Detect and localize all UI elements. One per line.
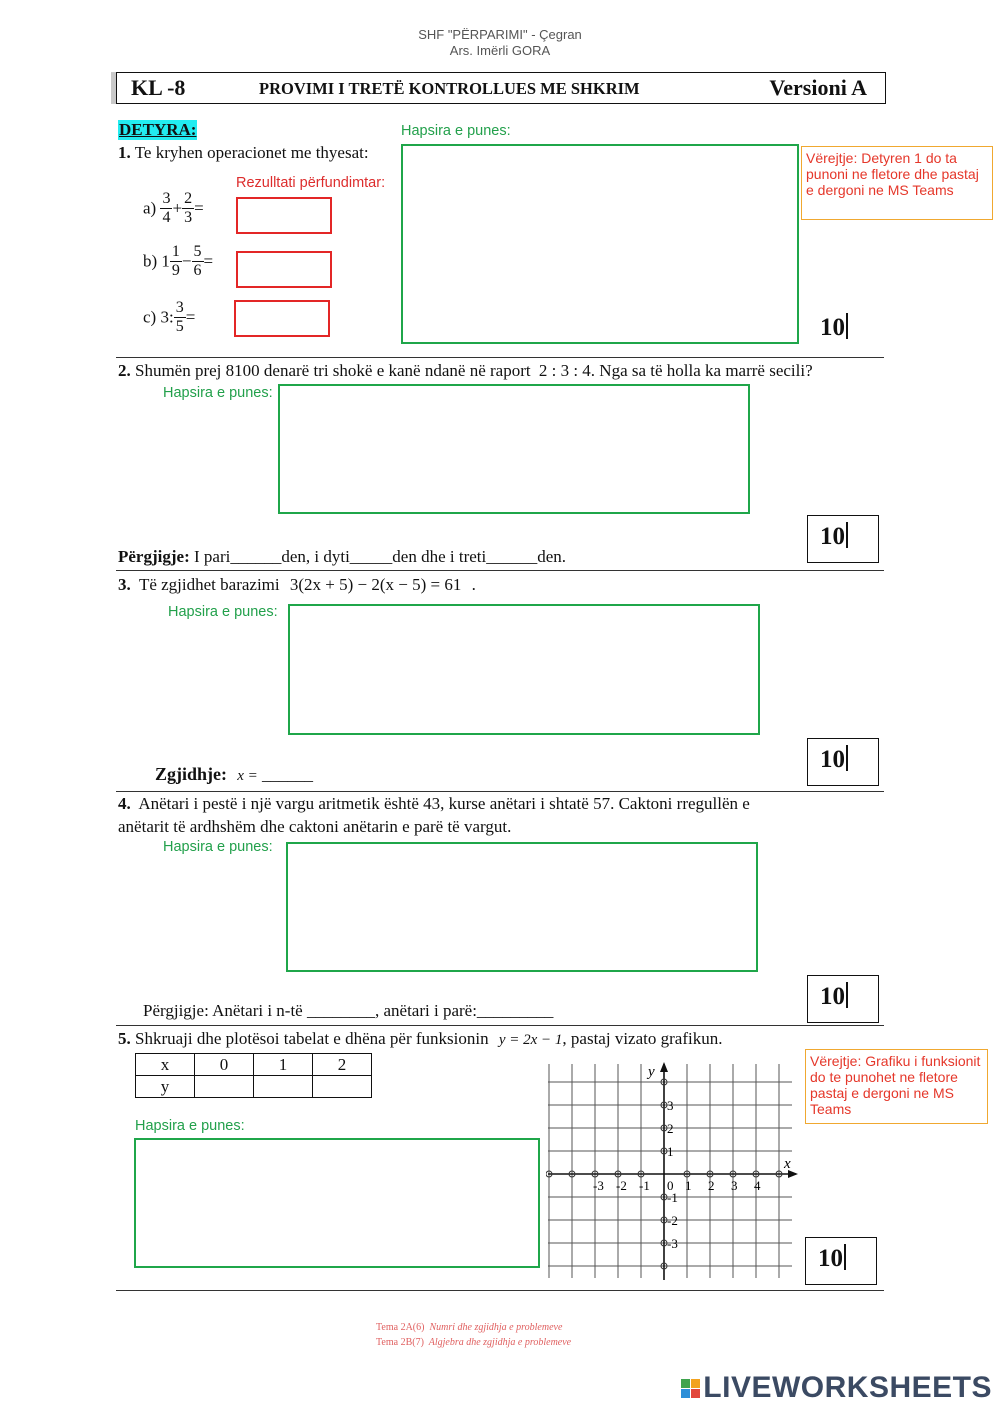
q2-text: Shumën prej 8100 denarë tri shokë e kanë ndanë në raport [135,361,531,380]
q2-work-area[interactable] [278,384,750,514]
teacher-name: Ars. Imërli GORA [449,43,551,58]
q3-answer-blank[interactable]: ______ [262,765,314,784]
q1b-label: b) [143,251,158,271]
q2-answer-label: Përgjigje: [118,547,190,566]
y-tick-label: -3 [667,1236,678,1251]
exam-header [116,72,886,104]
q5-coordinate-grid[interactable] [546,1060,802,1282]
footer-topic-2-text: Algjebra dhe zgjidhja e problemeve [428,1337,572,1348]
q3-answer-var: x = [237,768,258,784]
q2-number: 2. [118,361,131,380]
q5-text-end: , pastaj vizato grafikun. [562,1029,723,1048]
q5-prompt [118,1029,722,1049]
footer-topic-1-text: Numri dhe zgjidhja e problemeve [429,1322,563,1333]
q4-score-box: 10 [807,975,879,1023]
q1-text: Te kryhen operacionet me thyesat: [134,143,369,162]
x-tick-label: 2 [708,1178,715,1193]
q1a-fraction-1: $\frac{3}{4}$ [162,190,171,226]
x-tick-label: -1 [639,1178,650,1193]
q3-text: Të zgjidhet barazimi [138,575,280,594]
q1a-label: a) [143,198,157,218]
q1b-expression: b) 1 $\frac{1}{9}$ − $\frac{5}{6}$ = [143,243,214,279]
q2-prompt [118,361,813,381]
q5-value-table [135,1053,372,1098]
q1-work-label: Hapsira e punes: [401,123,511,139]
logo-text: LIVEWORKSHEETS [703,1371,992,1404]
table-row [136,1076,372,1098]
q4-answer[interactable]: Përgjigje: Anëtari i n-të ________, anëtari i parë:_________ [143,1001,554,1020]
y-tick-label: 2 [667,1121,674,1136]
table-cell: 0 [195,1054,254,1076]
q3-work-label: Hapsira e punes: [168,604,278,620]
x-axis-label: x [784,1156,791,1172]
table-cell: x [136,1054,195,1076]
table-input-cell[interactable] [313,1076,372,1098]
q1-note: Vërejtje: Detyren 1 do ta punoni ne fletore dhe pastaj e dergoni ne MS Teams [801,146,993,220]
q2-score-box: 10 [807,515,879,563]
divider-2 [116,570,884,571]
table-row [136,1054,372,1076]
q5-note: Vërejtje: Grafiku i funksionit do te punohet ne fletore pastaj e dergoni ne MS Teams [805,1049,988,1124]
exam-title: PROVIMI I TRETË KONTROLLUES ME SHKRIM [259,79,640,98]
y-tick-label: -1 [667,1190,678,1205]
q5-number: 5. [118,1029,131,1048]
table-cell: 1 [254,1054,313,1076]
q1b-fraction-2: $\frac{5}{6}$ [193,243,202,279]
x-tick-label: 0 [667,1178,674,1193]
x-tick-label: 4 [754,1178,761,1193]
y-tick-label: 3 [667,1098,674,1113]
q1a-expression: a) $\frac{3}{4}$ + $\frac{2}{3}$ = [143,190,204,226]
q1c-answer-input[interactable] [234,300,330,337]
q3-answer-label: Zgjidhje: [155,764,227,784]
footer-topic-2-code: Tema 2B(7) [376,1337,424,1348]
q4-line2: anëtarit të ardhshëm dhe caktoni anëtarin e parë të vargut. [118,817,512,836]
q1b-fraction-1: $\frac{1}{9}$ [171,243,180,279]
q1a-answer-input[interactable] [236,197,332,234]
q1-prompt [118,143,369,163]
q3-equation: 3(2x + 5) − 2(x − 5) = 61 [289,575,462,594]
q3-score-box: 10 [807,738,879,786]
x-tick-label: -3 [593,1178,604,1193]
table-cell: 2 [313,1054,372,1076]
q1-score: 10 [820,313,848,342]
divider-1 [116,357,884,358]
q5-score-box: 10 [805,1237,877,1285]
q2-answer-text[interactable]: I pari______den, i dyti_____den dhe i treti______den. [193,547,567,566]
divider-4 [116,1025,884,1026]
q1c-fraction: $\frac{3}{5}$ [175,299,184,335]
x-tick-label: 3 [731,1178,738,1193]
footer-topic-1 [376,1322,562,1333]
q3-number: 3. [118,575,131,594]
q4-work-area[interactable] [286,842,758,972]
q1c-label: c) [143,307,157,327]
q3-prompt [118,575,476,595]
q3-end: . [471,575,476,594]
x-tick-label: -2 [616,1178,627,1193]
q2-text-end: . Nga sa të holla ka marrë secili? [590,361,813,380]
class-label: KL -8 [131,75,186,100]
y-tick-label: 1 [667,1144,674,1159]
q2-work-label: Hapsira e punes: [163,385,273,401]
q1b-answer-input[interactable] [236,251,332,288]
y-tick-label: -2 [667,1213,678,1228]
q1c-expression: c) 3: $\frac{3}{5}$ = [143,299,196,335]
q5-text: Shkruaji dhe plotësoi tabelat e dhëna për funksionin [135,1029,489,1048]
table-input-cell[interactable] [195,1076,254,1098]
x-tick-label: 1 [685,1178,692,1193]
logo-icon [681,1379,703,1399]
q4-number: 4. [118,794,131,813]
table-input-cell[interactable] [254,1076,313,1098]
q3-answer [155,764,313,785]
q4-work-label: Hapsira e punes: [163,839,273,855]
q1-work-area[interactable] [401,144,799,344]
q4-line1: Anëtari i pestë i një vargu aritmetik është 43, kurse anëtari i shtatë 57. Caktoni rregullën e [138,794,750,813]
table-cell: y [136,1076,195,1098]
q1-number: 1. [118,143,131,162]
footer-topic-2 [376,1337,571,1348]
divider-5 [116,1290,884,1291]
school-name: SHF "PËRPARIMI" - Çegran [418,27,582,42]
y-axis-label: y [648,1064,655,1080]
tasks-heading: DETYRA: [119,120,197,139]
q2-ratio: 2 : 3 : 4 [538,361,591,380]
q3-work-area[interactable] [288,604,760,735]
y-axis-arrow-icon [660,1062,668,1072]
q2-answer [118,547,566,567]
version-label: Versioni A [769,75,867,100]
liveworksheets-logo[interactable] [681,1371,992,1405]
q1-result-label: Rezulltati përfundimtar: [236,175,386,191]
q5-work-area[interactable] [134,1138,540,1268]
divider-3 [116,791,884,792]
q4-prompt [118,794,750,814]
q5-work-label: Hapsira e punes: [135,1118,245,1134]
q5-function: y = 2x − 1 [498,1032,563,1048]
footer-topic-1-code: Tema 2A(6) [376,1322,425,1333]
q1a-fraction-2: $\frac{2}{3}$ [184,190,193,226]
